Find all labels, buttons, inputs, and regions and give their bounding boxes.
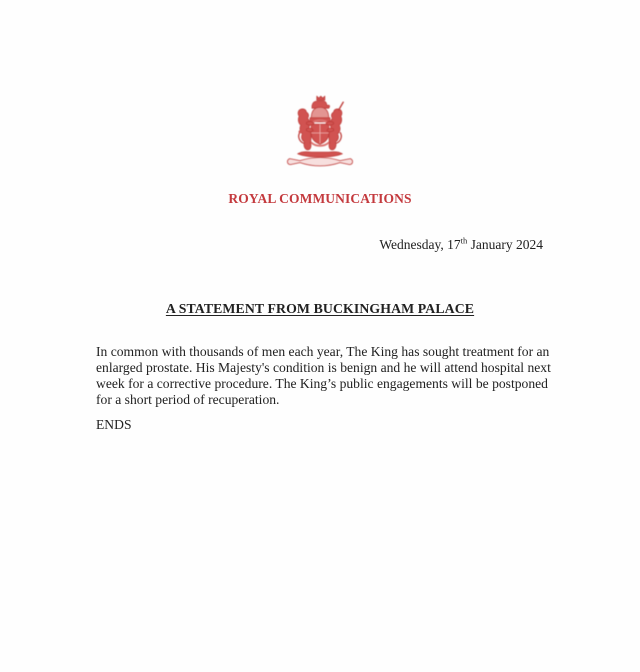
letterhead-brand: ROYAL COMMUNICATIONS [228, 191, 412, 206]
date-text-rest: January 2024 [467, 237, 543, 252]
body-line: for a short period of recuperation. [96, 392, 280, 407]
royal-coat-of-arms-icon [276, 95, 364, 179]
royal-coat-of-arms-crest [276, 95, 364, 179]
body-line: week for a corrective procedure. The King’s public engagements will be postponed [96, 376, 548, 391]
date-text: Wednesday, 17 [379, 237, 461, 252]
ends-marker: ENDS [96, 417, 132, 432]
statement-body [96, 344, 556, 408]
body-line: In common with thousands of men each year, The King has sought treatment for an [96, 344, 550, 359]
body-line: enlarged prostate. His Majesty's condition is benign and he will attend hospital next [96, 360, 551, 375]
statement-date [379, 237, 543, 253]
date-ordinal-suffix: th [460, 235, 468, 246]
statement-heading: A STATEMENT FROM BUCKINGHAM PALACE [165, 301, 475, 316]
